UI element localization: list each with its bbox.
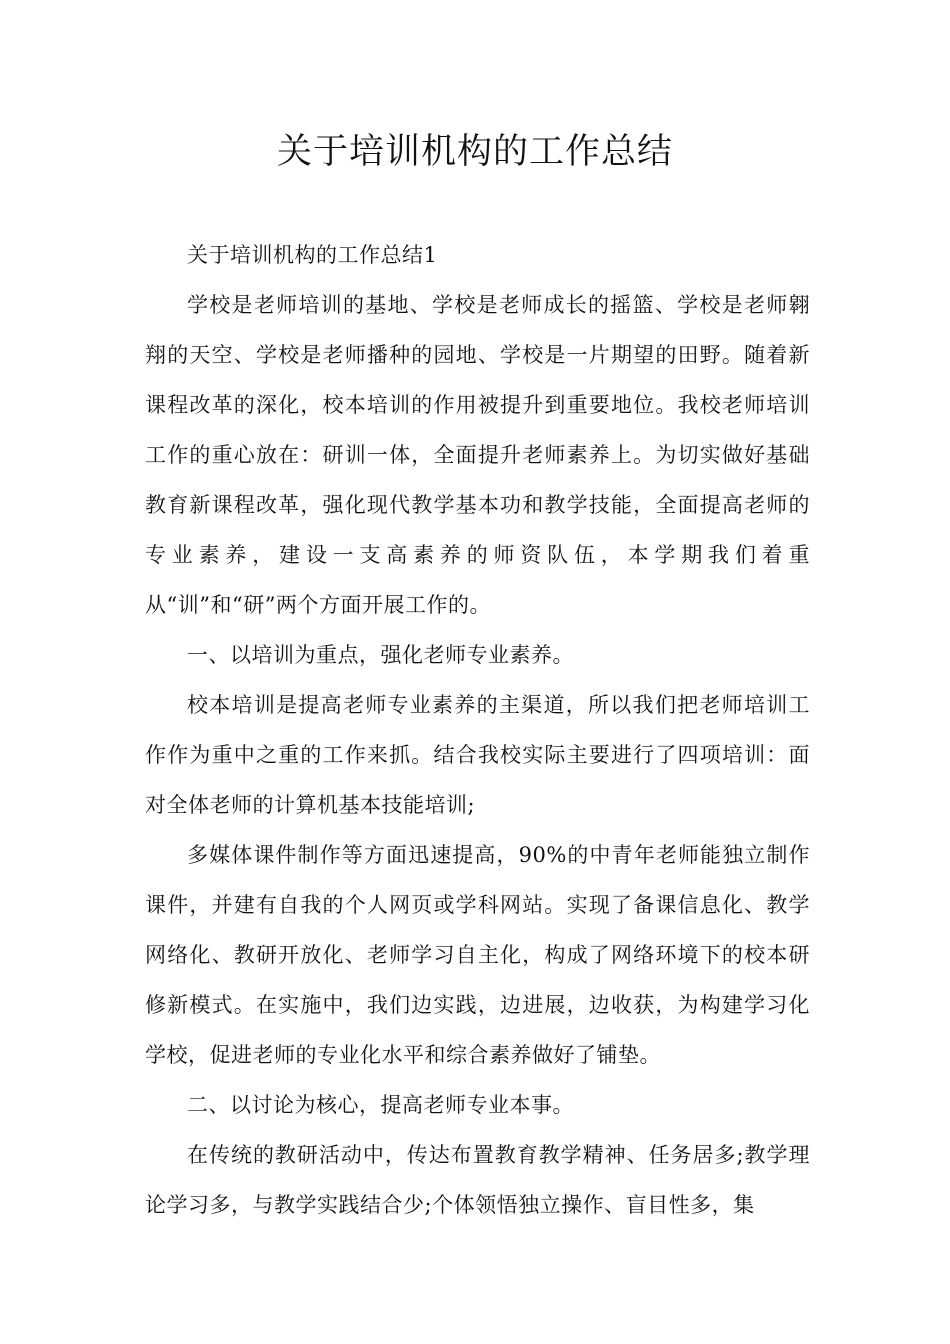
section-heading: 一、以培训为重点，强化老师专业素养。	[187, 643, 574, 667]
body-paragraph: 学校是老师培训的基地、学校是老师成长的摇篮、学校是老师翱翔的天空、学校是老师播种的园地、学校是一片期望的田野。随着新课程改革的深化，校本培训的作用被提升到重要地位。我校老师培训工作的重心放在：研训一体，全面提升老师素养上。为切实做好基础教育新课程改革，强化现代教学基本功和教学技能，全面提高老师的专业素养，建设一支高素养的师资队伍，本学期我们着重从“训”和“研”两个方面开展工作的。	[145, 293, 810, 617]
body-paragraph: 多媒体课件制作等方面迅速提高，90%的中青年老师能独立制作课件，并建有自我的个人网页或学科网站。实现了备课信息化、教学网络化、教研开放化、老师学习自主化，构成了网络环境下的校本研修新模式。在实施中，我们边实践，边进展，边收获，为构建学习化学校，促进老师的专业化水平和综合素养做好了铺垫。	[145, 843, 810, 1067]
document-title: 关于培训机构的工作总结	[276, 132, 673, 172]
body-paragraph: 校本培训是提高老师专业素养的主渠道，所以我们把老师培训工作作为重中之重的工作来抓。结合我校实际主要进行了四项培训：面对全体老师的计算机基本技能培训;	[145, 693, 810, 817]
body-paragraph: 在传统的教研活动中，传达布置教育教学精神、任务居多;教学理论学习多，与教学实践结合少;个体领悟独立操作、盲目性多，集	[145, 1143, 810, 1217]
document-body	[145, 230, 810, 1230]
section-heading: 关于培训机构的工作总结1	[187, 243, 438, 267]
section-heading: 二、以讨论为核心，提高老师专业本事。	[187, 1093, 574, 1117]
